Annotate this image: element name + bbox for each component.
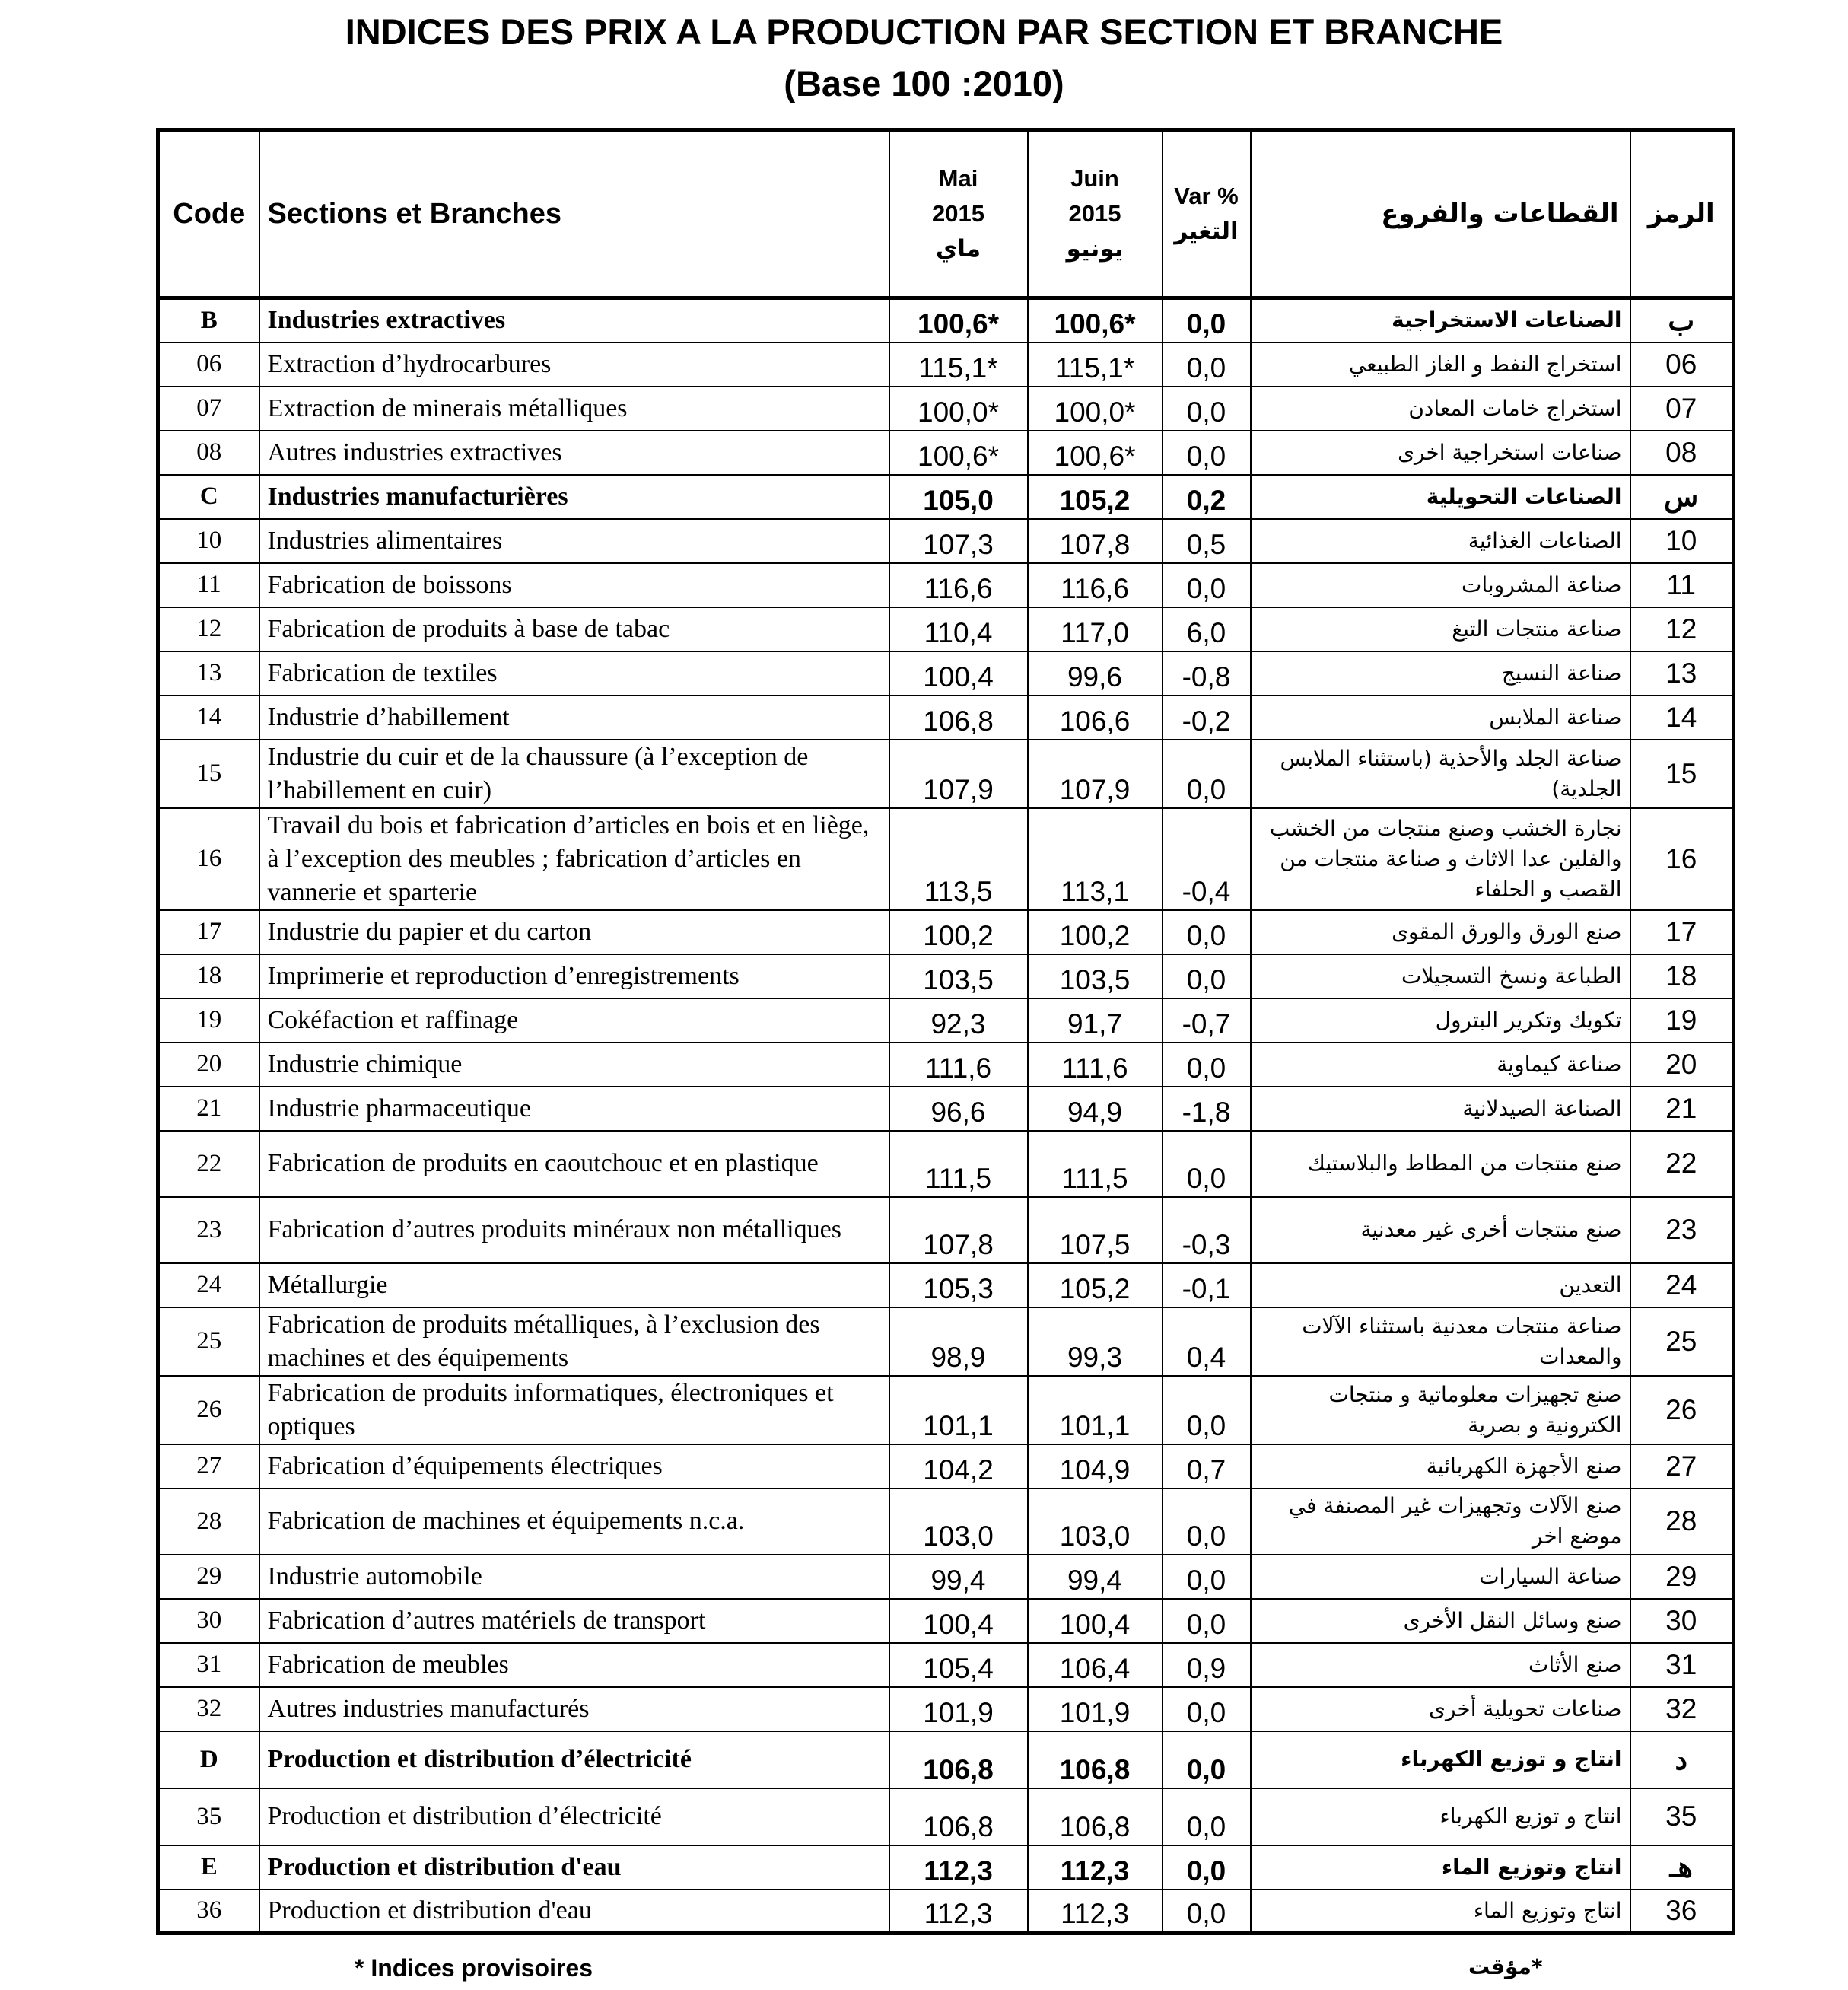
row-code: 30 — [158, 1599, 259, 1643]
header-sections: Sections et Branches — [259, 130, 889, 298]
table-row — [158, 1599, 1734, 1643]
row-code-ar: 19 — [1630, 998, 1734, 1043]
row-code: 27 — [158, 1444, 259, 1489]
row-code: 07 — [158, 387, 259, 431]
row-mai: 101,9 — [889, 1687, 1028, 1731]
row-juin: 104,9 — [1028, 1444, 1163, 1489]
row-var: 0,0 — [1163, 740, 1251, 808]
row-name-ar: صناعة منتجات التبغ — [1251, 607, 1630, 651]
table-row — [158, 431, 1734, 475]
table-row — [158, 1043, 1734, 1087]
row-name-ar: صنع منتجات أخرى غير معدنية — [1251, 1197, 1630, 1263]
row-code: 28 — [158, 1489, 259, 1555]
row-var: 0,0 — [1163, 1131, 1251, 1197]
row-code: 21 — [158, 1087, 259, 1131]
row-mai: 107,8 — [889, 1197, 1028, 1263]
row-code: 29 — [158, 1555, 259, 1599]
row-code-ar: 30 — [1630, 1599, 1734, 1643]
row-name: Extraction d’hydrocarbures — [259, 342, 889, 387]
row-code-ar: د — [1630, 1731, 1734, 1788]
row-juin: 111,6 — [1028, 1043, 1163, 1087]
row-var: 0,0 — [1163, 431, 1251, 475]
row-code-ar: 22 — [1630, 1131, 1734, 1197]
row-mai: 105,4 — [889, 1643, 1028, 1687]
row-mai: 100,6* — [889, 298, 1028, 342]
row-code: D — [158, 1731, 259, 1788]
row-code-ar: 15 — [1630, 740, 1734, 808]
row-var: 0,7 — [1163, 1444, 1251, 1489]
row-name: Fabrication de machines et équipements n.c.a. — [259, 1489, 889, 1555]
row-code-ar: 29 — [1630, 1555, 1734, 1599]
table-row — [158, 954, 1734, 998]
header-juin-ar: يونيو — [1066, 235, 1124, 263]
row-name: Métallurgie — [259, 1263, 889, 1307]
row-var: 0,0 — [1163, 298, 1251, 342]
row-code: 12 — [158, 607, 259, 651]
row-name: Fabrication d’autres produits minéraux non métalliques — [259, 1197, 889, 1263]
row-name-ar: الصناعات الغذائية — [1251, 519, 1630, 563]
row-code: 26 — [158, 1376, 259, 1444]
table-row — [158, 1444, 1734, 1489]
row-code: E — [158, 1845, 259, 1890]
table-row — [158, 1890, 1734, 1934]
row-name: Industrie du papier et du carton — [259, 910, 889, 954]
row-code-ar: هـ — [1630, 1845, 1734, 1890]
row-code-ar: 13 — [1630, 651, 1734, 696]
row-name: Fabrication de produits à base de tabac — [259, 607, 889, 651]
row-name-ar: صنع الآلات وتجهيزات غير المصنفة في موضع اخر — [1251, 1489, 1630, 1555]
row-name: Industries alimentaires — [259, 519, 889, 563]
row-mai: 103,0 — [889, 1489, 1028, 1555]
row-name-ar: الصناعة الصيدلانية — [1251, 1087, 1630, 1131]
table-row — [158, 1376, 1734, 1444]
row-mai: 107,3 — [889, 519, 1028, 563]
row-name-ar: نجارة الخشب وصنع منتجات من الخشب والفلين عدا الاثاث و صناعة منتجات من القصب و الحلفاء — [1251, 808, 1630, 910]
row-code: 16 — [158, 808, 259, 910]
row-var: -1,8 — [1163, 1087, 1251, 1131]
row-var: 0,0 — [1163, 1845, 1251, 1890]
row-code-ar: 16 — [1630, 808, 1734, 910]
row-name-ar: صناعات تحويلية أخرى — [1251, 1687, 1630, 1731]
table-row — [158, 607, 1734, 651]
header-code: Code — [158, 130, 259, 298]
row-name: Fabrication de produits en caoutchouc et en plastique — [259, 1131, 889, 1197]
row-juin: 99,3 — [1028, 1307, 1163, 1376]
row-juin: 103,5 — [1028, 954, 1163, 998]
row-mai: 104,2 — [889, 1444, 1028, 1489]
row-mai: 100,4 — [889, 1599, 1028, 1643]
row-name-ar: صناعة منتجات معدنية باستثناء الآلات والمعدات — [1251, 1307, 1630, 1376]
row-mai: 112,3 — [889, 1890, 1028, 1934]
row-code-ar: 21 — [1630, 1087, 1734, 1131]
row-var: -0,8 — [1163, 651, 1251, 696]
row-code-ar: س — [1630, 475, 1734, 519]
table-row — [158, 696, 1734, 740]
row-code: 22 — [158, 1131, 259, 1197]
row-mai: 99,4 — [889, 1555, 1028, 1599]
row-var: 0,0 — [1163, 342, 1251, 387]
row-var: 0,0 — [1163, 1043, 1251, 1087]
row-juin: 112,3 — [1028, 1845, 1163, 1890]
row-mai: 116,6 — [889, 563, 1028, 607]
row-code-ar: 14 — [1630, 696, 1734, 740]
header-var-fr: Var % — [1174, 183, 1239, 209]
row-code: 13 — [158, 651, 259, 696]
row-juin: 105,2 — [1028, 1263, 1163, 1307]
row-name-ar: انتاج و توزيع الكهرباء — [1251, 1731, 1630, 1788]
row-mai: 111,5 — [889, 1131, 1028, 1197]
row-code: 23 — [158, 1197, 259, 1263]
row-mai: 96,6 — [889, 1087, 1028, 1131]
row-code-ar: 32 — [1630, 1687, 1734, 1731]
row-code-ar: ب — [1630, 298, 1734, 342]
row-name-ar: الصناعات التحويلية — [1251, 475, 1630, 519]
row-var: 0,0 — [1163, 1687, 1251, 1731]
row-name: Industrie chimique — [259, 1043, 889, 1087]
table-row — [158, 998, 1734, 1043]
row-mai: 101,1 — [889, 1376, 1028, 1444]
header-var — [1163, 130, 1251, 298]
row-var: -0,7 — [1163, 998, 1251, 1043]
row-name-ar: صنع منتجات من المطاط والبلاستيك — [1251, 1131, 1630, 1197]
row-mai: 105,0 — [889, 475, 1028, 519]
row-var: 0,0 — [1163, 1599, 1251, 1643]
row-var: 0,5 — [1163, 519, 1251, 563]
row-name: Autres industries manufacturés — [259, 1687, 889, 1731]
row-juin: 111,5 — [1028, 1131, 1163, 1197]
page-subtitle: (Base 100 :2010) — [784, 63, 1064, 103]
row-juin: 116,6 — [1028, 563, 1163, 607]
row-code: 10 — [158, 519, 259, 563]
row-var: 0,9 — [1163, 1643, 1251, 1687]
row-code: 24 — [158, 1263, 259, 1307]
row-name: Industries extractives — [259, 298, 889, 342]
row-var: 0,0 — [1163, 954, 1251, 998]
table-row — [158, 1555, 1734, 1599]
row-code-ar: 12 — [1630, 607, 1734, 651]
row-name: Fabrication de boissons — [259, 563, 889, 607]
row-mai: 106,8 — [889, 696, 1028, 740]
row-mai: 106,8 — [889, 1731, 1028, 1788]
row-name: Industries manufacturières — [259, 475, 889, 519]
row-mai: 100,0* — [889, 387, 1028, 431]
row-juin: 103,0 — [1028, 1489, 1163, 1555]
table-row — [158, 519, 1734, 563]
row-var: -0,2 — [1163, 696, 1251, 740]
row-juin: 106,6 — [1028, 696, 1163, 740]
header-code-ar: الرمز — [1630, 130, 1734, 298]
row-juin: 112,3 — [1028, 1890, 1163, 1934]
row-var: 0,0 — [1163, 1731, 1251, 1788]
row-code: 14 — [158, 696, 259, 740]
row-code-ar: 31 — [1630, 1643, 1734, 1687]
row-name-ar: التعدين — [1251, 1263, 1630, 1307]
row-var: 0,0 — [1163, 1890, 1251, 1934]
row-mai: 113,5 — [889, 808, 1028, 910]
row-name: Industrie automobile — [259, 1555, 889, 1599]
row-mai: 103,5 — [889, 954, 1028, 998]
row-juin: 107,5 — [1028, 1197, 1163, 1263]
row-name-ar: تكويك وتكرير البترول — [1251, 998, 1630, 1043]
row-mai: 110,4 — [889, 607, 1028, 651]
row-code-ar: 18 — [1630, 954, 1734, 998]
row-var: 0,0 — [1163, 387, 1251, 431]
row-name: Travail du bois et fabrication d’articles en bois et en liège, à l’exception des meubles ; fabrication d’articles en vannerie et sparterie — [259, 808, 889, 910]
row-name: Fabrication de produits métalliques, à l’exclusion des machines et des équipements — [259, 1307, 889, 1376]
table-row — [158, 808, 1734, 910]
row-juin: 105,2 — [1028, 475, 1163, 519]
footnote-fr: * Indices provisoires — [355, 1954, 593, 1982]
row-juin: 100,0* — [1028, 387, 1163, 431]
row-code-ar: 08 — [1630, 431, 1734, 475]
row-code-ar: 26 — [1630, 1376, 1734, 1444]
row-mai: 105,3 — [889, 1263, 1028, 1307]
row-juin: 100,6* — [1028, 431, 1163, 475]
table-row — [158, 1788, 1734, 1845]
row-name: Extraction de minerais métalliques — [259, 387, 889, 431]
row-juin: 99,6 — [1028, 651, 1163, 696]
table-row — [158, 298, 1734, 342]
table-row — [158, 910, 1734, 954]
row-juin: 107,9 — [1028, 740, 1163, 808]
row-name: Production et distribution d'eau — [259, 1890, 889, 1934]
row-juin: 107,8 — [1028, 519, 1163, 563]
header-mai — [889, 130, 1028, 298]
row-code: 19 — [158, 998, 259, 1043]
row-juin: 106,8 — [1028, 1788, 1163, 1845]
row-mai: 100,6* — [889, 431, 1028, 475]
row-code: B — [158, 298, 259, 342]
row-juin: 106,4 — [1028, 1643, 1163, 1687]
table-row — [158, 1307, 1734, 1376]
row-juin: 100,2 — [1028, 910, 1163, 954]
row-code: 31 — [158, 1643, 259, 1687]
table-row — [158, 342, 1734, 387]
table-row — [158, 1731, 1734, 1788]
header-juin-fr: Juin — [1070, 165, 1119, 192]
table-row — [158, 740, 1734, 808]
page-title: INDICES DES PRIX A LA PRODUCTION PAR SECTION ET BRANCHE — [345, 11, 1503, 52]
row-code: 25 — [158, 1307, 259, 1376]
row-code-ar: 11 — [1630, 563, 1734, 607]
table-row — [158, 1687, 1734, 1731]
row-code: C — [158, 475, 259, 519]
row-code: 32 — [158, 1687, 259, 1731]
row-code: 36 — [158, 1890, 259, 1934]
row-code: 17 — [158, 910, 259, 954]
table-row — [158, 1643, 1734, 1687]
row-juin: 113,1 — [1028, 808, 1163, 910]
row-juin: 94,9 — [1028, 1087, 1163, 1131]
row-name-ar: صناعة الجلد والأحذية (باستثناء الملابس الجلدية) — [1251, 740, 1630, 808]
row-juin: 100,4 — [1028, 1599, 1163, 1643]
table-row — [158, 1489, 1734, 1555]
row-name-ar: صناعة الملابس — [1251, 696, 1630, 740]
row-name: Fabrication de produits informatiques, électroniques et optiques — [259, 1376, 889, 1444]
row-name-ar: صنع تجهيزات معلوماتية و منتجات الكترونية و بصرية — [1251, 1376, 1630, 1444]
row-mai: 92,3 — [889, 998, 1028, 1043]
row-code: 15 — [158, 740, 259, 808]
row-name: Cokéfaction et raffinage — [259, 998, 889, 1043]
footnote-ar: *مؤقت — [1468, 1954, 1543, 1979]
row-name-ar: صنع الورق والورق المقوى — [1251, 910, 1630, 954]
row-name: Production et distribution d’électricité — [259, 1731, 889, 1788]
table-row — [158, 563, 1734, 607]
row-var: 0,4 — [1163, 1307, 1251, 1376]
row-var: -0,1 — [1163, 1263, 1251, 1307]
row-code-ar: 07 — [1630, 387, 1734, 431]
row-juin: 115,1* — [1028, 342, 1163, 387]
row-name: Industrie d’habillement — [259, 696, 889, 740]
row-name: Production et distribution d'eau — [259, 1845, 889, 1890]
header-mai-fr: Mai — [938, 165, 978, 192]
row-name-ar: انتاج وتوزيع الماء — [1251, 1890, 1630, 1934]
row-var: 0,2 — [1163, 475, 1251, 519]
row-var: 0,0 — [1163, 1788, 1251, 1845]
row-code: 08 — [158, 431, 259, 475]
row-var: -0,4 — [1163, 808, 1251, 910]
row-code: 11 — [158, 563, 259, 607]
table-header-row — [158, 130, 1734, 298]
row-name-ar: الصناعات الاستخراجية — [1251, 298, 1630, 342]
row-name-ar: صناعة النسيج — [1251, 651, 1630, 696]
row-mai: 100,4 — [889, 651, 1028, 696]
row-code-ar: 36 — [1630, 1890, 1734, 1934]
row-code-ar: 06 — [1630, 342, 1734, 387]
row-var: 0,0 — [1163, 1555, 1251, 1599]
row-mai: 111,6 — [889, 1043, 1028, 1087]
row-var: 0,0 — [1163, 1489, 1251, 1555]
row-mai: 112,3 — [889, 1845, 1028, 1890]
row-name-ar: الطباعة ونسخ التسجيلات — [1251, 954, 1630, 998]
row-juin: 99,4 — [1028, 1555, 1163, 1599]
row-name: Autres industries extractives — [259, 431, 889, 475]
row-name: Industrie du cuir et de la chaussure (à l’exception de l’habillement en cuir) — [259, 740, 889, 808]
row-name: Production et distribution d’électricité — [259, 1788, 889, 1845]
row-name-ar: انتاج و توزيع الكهرباء — [1251, 1788, 1630, 1845]
row-code-ar: 24 — [1630, 1263, 1734, 1307]
header-mai-ar: ماي — [935, 235, 981, 263]
table-row — [158, 387, 1734, 431]
table-row — [158, 1845, 1734, 1890]
row-var: -0,3 — [1163, 1197, 1251, 1263]
row-name-ar: صنع الأثاث — [1251, 1643, 1630, 1687]
row-juin: 100,6* — [1028, 298, 1163, 342]
table-row — [158, 1131, 1734, 1197]
row-mai: 100,2 — [889, 910, 1028, 954]
table-row — [158, 1197, 1734, 1263]
row-name: Fabrication d’autres matériels de transport — [259, 1599, 889, 1643]
row-name-ar: صنع الأجهزة الكهربائية — [1251, 1444, 1630, 1489]
row-name: Fabrication de meubles — [259, 1643, 889, 1687]
row-name-ar: صناعات استخراجية اخرى — [1251, 431, 1630, 475]
row-name: Imprimerie et reproduction d’enregistrements — [259, 954, 889, 998]
row-name: Industrie pharmaceutique — [259, 1087, 889, 1131]
row-name-ar: استخراج النفط و الغاز الطبيعي — [1251, 342, 1630, 387]
row-code-ar: 17 — [1630, 910, 1734, 954]
row-var: 6,0 — [1163, 607, 1251, 651]
row-code: 35 — [158, 1788, 259, 1845]
row-juin: 117,0 — [1028, 607, 1163, 651]
row-juin: 91,7 — [1028, 998, 1163, 1043]
row-var: 0,0 — [1163, 1376, 1251, 1444]
table-row — [158, 651, 1734, 696]
table-row — [158, 1087, 1734, 1131]
row-code-ar: 10 — [1630, 519, 1734, 563]
row-code: 20 — [158, 1043, 259, 1087]
header-juin-year: 2015 — [1068, 200, 1121, 227]
row-juin: 101,1 — [1028, 1376, 1163, 1444]
table-row — [158, 1263, 1734, 1307]
row-name-ar: انتاج وتوزيع الماء — [1251, 1845, 1630, 1890]
header-var-ar: التغير — [1174, 218, 1239, 245]
row-code-ar: 25 — [1630, 1307, 1734, 1376]
header-sections-ar: القطاعات والفروع — [1251, 130, 1630, 298]
row-name-ar: صناعة كيماوية — [1251, 1043, 1630, 1087]
row-code-ar: 23 — [1630, 1197, 1734, 1263]
row-mai: 98,9 — [889, 1307, 1028, 1376]
row-code-ar: 20 — [1630, 1043, 1734, 1087]
row-name-ar: صناعة السيارات — [1251, 1555, 1630, 1599]
row-mai: 107,9 — [889, 740, 1028, 808]
row-name-ar: صنع وسائل النقل الأخرى — [1251, 1599, 1630, 1643]
row-juin: 101,9 — [1028, 1687, 1163, 1731]
row-code: 18 — [158, 954, 259, 998]
row-code-ar: 35 — [1630, 1788, 1734, 1845]
header-juin — [1028, 130, 1163, 298]
row-code-ar: 27 — [1630, 1444, 1734, 1489]
row-var: 0,0 — [1163, 910, 1251, 954]
table-row — [158, 475, 1734, 519]
row-mai: 106,8 — [889, 1788, 1028, 1845]
row-name-ar: استخراج خامات المعادن — [1251, 387, 1630, 431]
row-juin: 106,8 — [1028, 1731, 1163, 1788]
row-code-ar: 28 — [1630, 1489, 1734, 1555]
row-name: Fabrication de textiles — [259, 651, 889, 696]
row-mai: 115,1* — [889, 342, 1028, 387]
row-var: 0,0 — [1163, 563, 1251, 607]
row-name: Fabrication d’équipements électriques — [259, 1444, 889, 1489]
price-index-table — [156, 128, 1735, 1935]
row-code: 06 — [158, 342, 259, 387]
header-mai-year: 2015 — [932, 200, 984, 227]
row-name-ar: صناعة المشروبات — [1251, 563, 1630, 607]
